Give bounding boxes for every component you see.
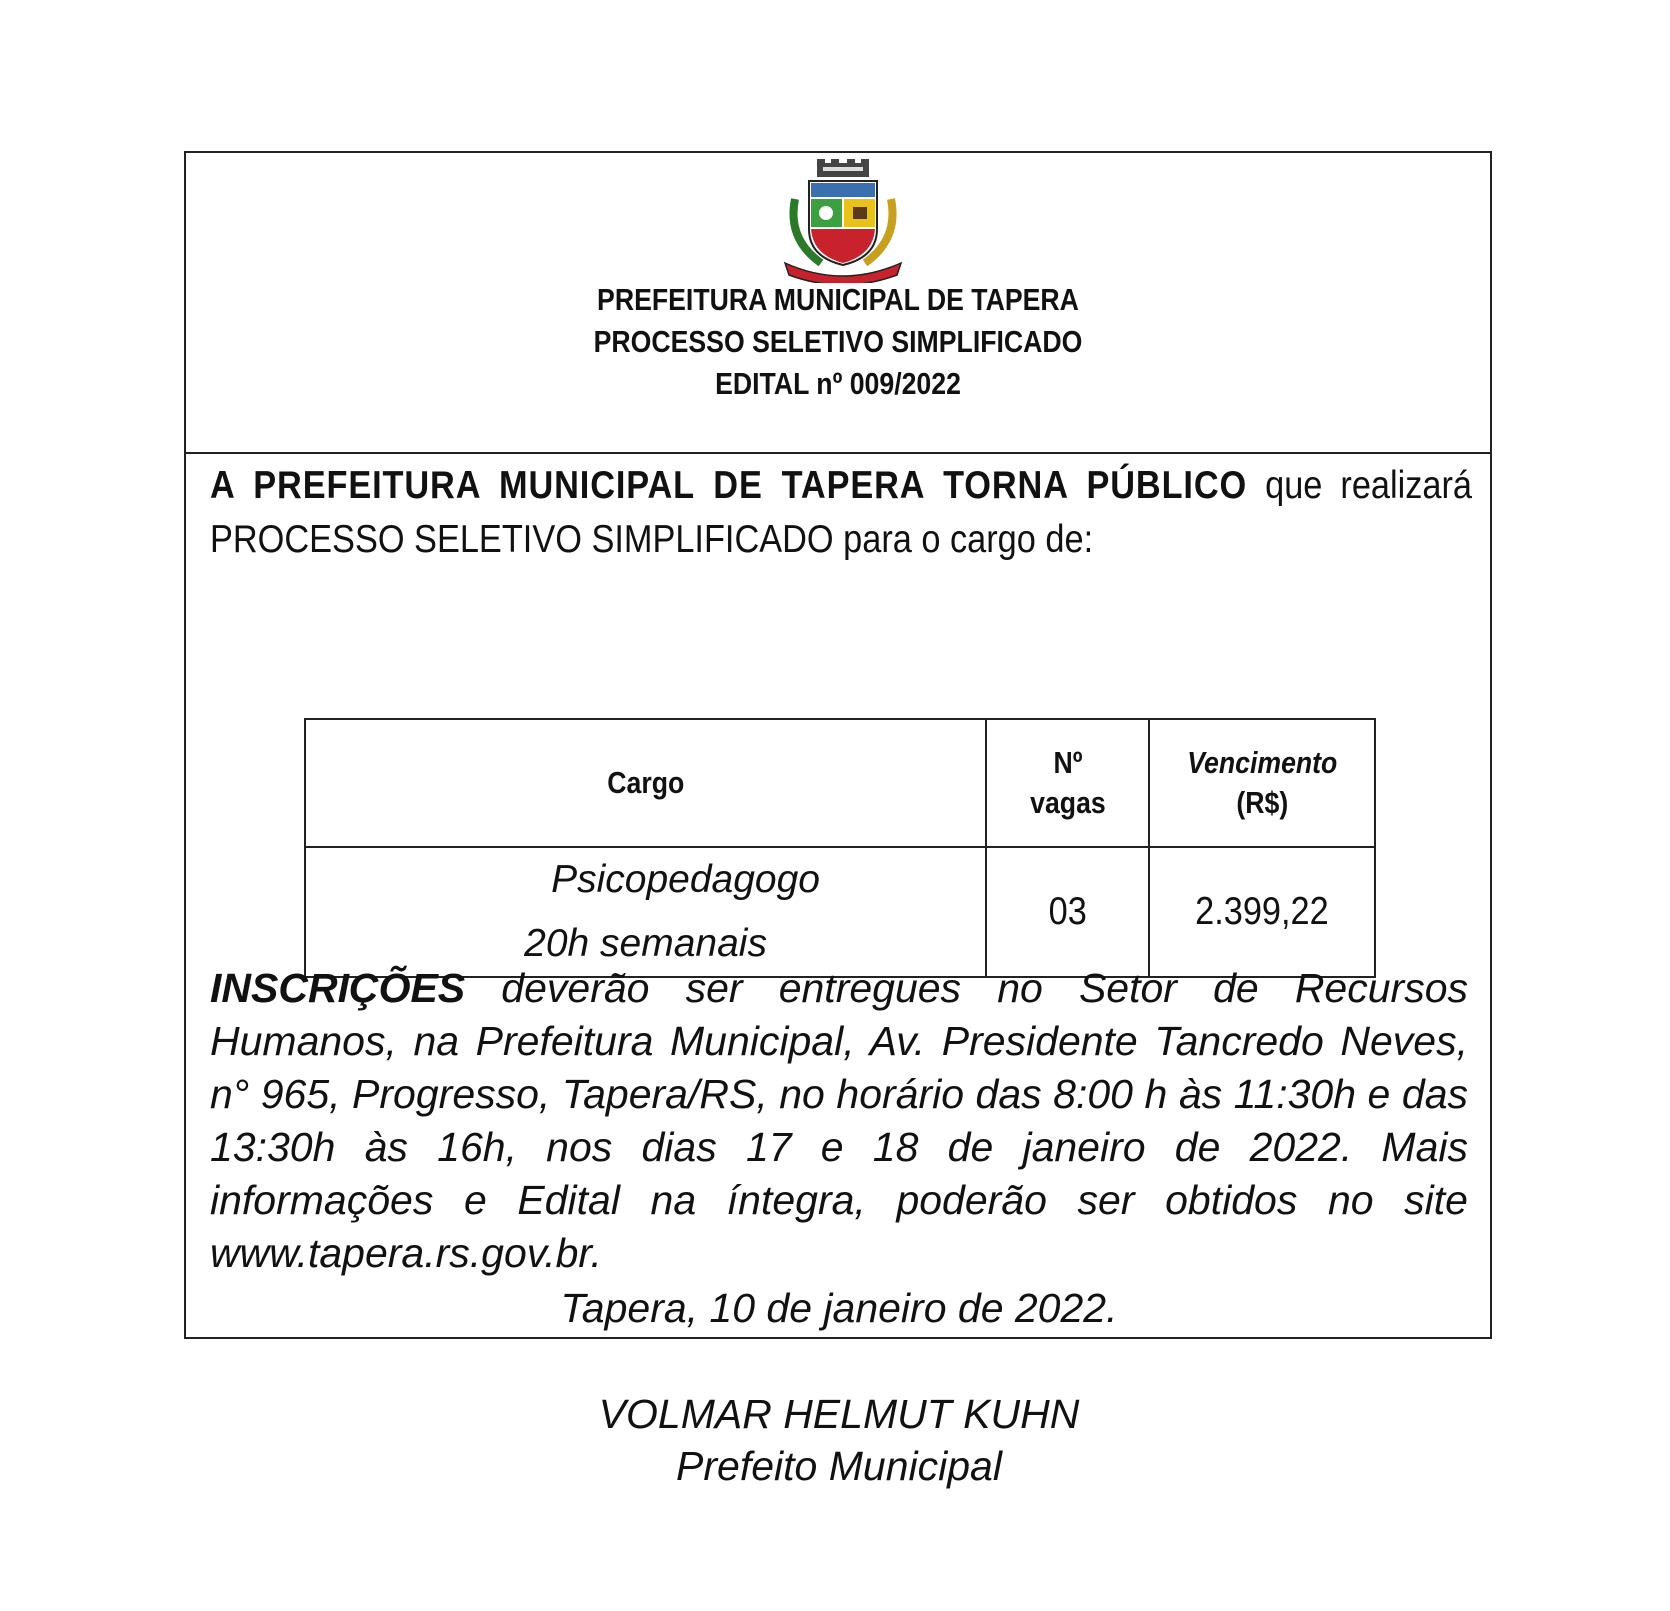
notice-title-block [277,279,1398,405]
notice-date: Tapera, 10 de janeiro de 2022. [560,1285,1118,1331]
intro-paragraph [210,459,1472,567]
notice-body [210,455,1473,1489]
inscricoes-text: deverão ser entregues no Setor de Recursos Humanos, na Prefeitura Municipal, Av. Presidente Tancredo Neves, n° 965, Progresso, Tapera/RS, no horário das 8:00 h às 11:30h e das 13:30h às 16h, nos dias 17 e 18 de janeiro de 2022. Mais informações e Edital na íntegra, poderão ser obtidos no site www.tapera.rs.gov.br. [210,965,1468,1276]
table-header-row [305,719,1375,847]
process-title: PROCESSO SELETIVO SIMPLIFICADO [593,324,1083,359]
signer-name: VOLMAR HELMUT KUHN [598,1391,1080,1437]
municipal-coat-of-arms-icon [781,159,905,283]
signer-title: Prefeito Municipal [676,1443,1002,1489]
inscricoes-bold: INSCRIÇÕES [210,965,466,1011]
signature-block [210,1388,1468,1492]
positions-table [304,718,1376,978]
intro-bold: A PREFEITURA MUNICIPAL DE TAPERA TORNA PÚBLICO [210,464,1248,507]
inscricoes-paragraph [210,962,1468,1280]
cell-vagas: 03 [986,847,1149,977]
header-vagas: Nº vagas [986,719,1149,847]
public-notice [184,151,1492,1489]
edital-number: EDITAL nº 009/2022 [715,366,961,401]
header-cargo: Cargo [305,719,986,847]
table-row [305,847,1375,977]
cell-cargo: Psicopedagogo 20h semanais [305,847,986,977]
issuer-title: PREFEITURA MUNICIPAL DE TAPERA [597,282,1079,317]
cell-vencimento: 2.399,22 [1149,847,1375,977]
notice-header [186,153,1490,454]
intro-text: que realizará PROCESSO SELETIVO SIMPLIFICADO para o cargo de: [210,464,1473,561]
header-vencimento: Vencimento (R$) [1149,719,1375,847]
